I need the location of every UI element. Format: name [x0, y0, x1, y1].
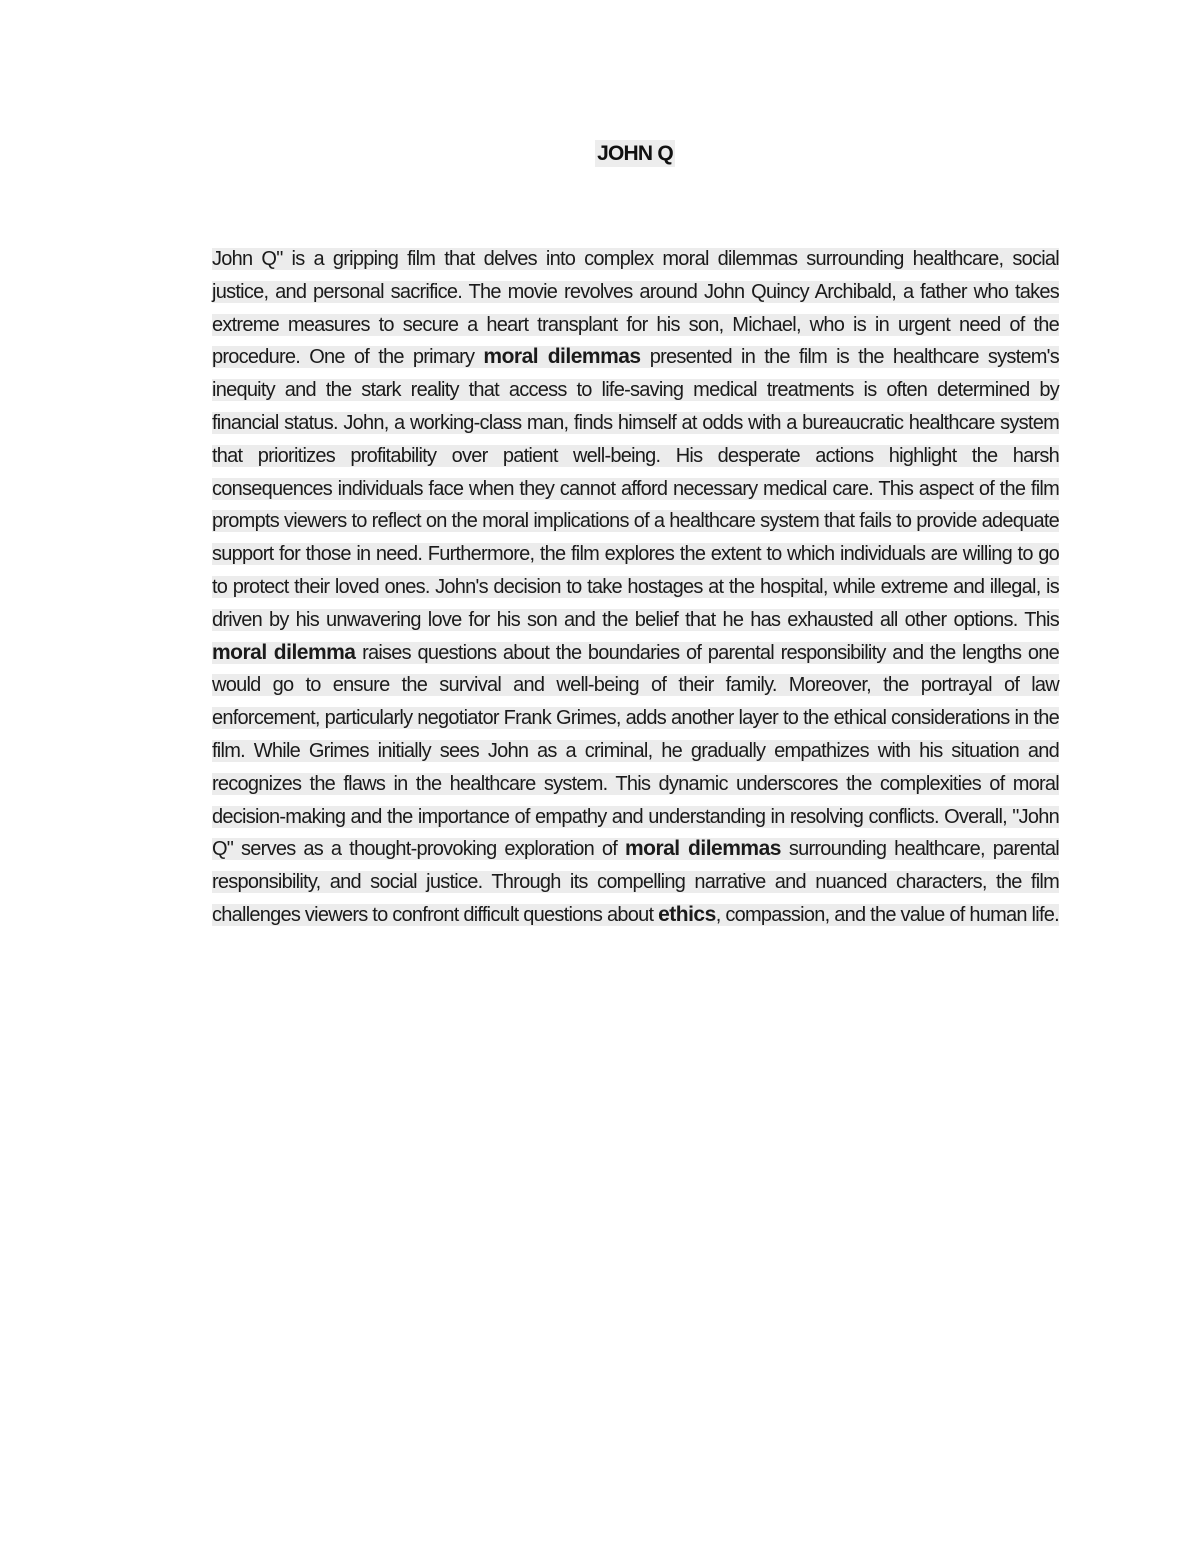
body-text-segment: John Q" is a gripping film that delves into complex moral dilemmas surrounding healthcare, social justice, and personal sacrifice. The movie revolves around John Quincy Archibald, a father who takes extreme measures to secure a heart transplant for his son, Michael, who is in urgent need of the procedure. One of the primary	[212, 248, 1059, 369]
body-paragraph	[212, 248, 1059, 926]
document-title: JOHN Q	[597, 142, 673, 165]
document-title-block	[0, 142, 1200, 166]
body-text-segment: raises questions about the boundaries of parental responsibility and the lengths one would go to ensure the survival and well-being of their family. Moreover, the portrayal of law enforcement, particularly negotiator Frank Grimes, adds another layer to the ethical considerations in the film. While Grimes initially sees John as a criminal, he gradually empathizes with his situation and recognizes the flaws in the healthcare system. This dynamic underscores the complexities of moral decision-making and the importance of empathy and understanding in resolving conflicts. Overall, "John Q" serves as a thought-provoking exploration of	[212, 641, 1059, 861]
keyword-ethics: ethics	[658, 902, 716, 926]
document-body	[212, 243, 1059, 932]
body-text-segment: , compassion, and the value of human life.	[715, 903, 1059, 926]
keyword-moral-dilemmas: moral dilemmas	[483, 345, 641, 369]
keyword-moral-dilemma: moral dilemma	[212, 640, 356, 664]
body-text-segment: presented in the film is the healthcare system's inequity and the stark reality that access to life-saving medical treatments is often determined by financial status. John, a working-class man, finds himself at odds with a bureaucratic healthcare system that prioritizes profitability over patient well-being. His desperate actions highlight the harsh consequences individuals face when they cannot afford necessary medical care. This aspect of the film prompts viewers to reflect on the moral implications of a healthcare system that fails to provide adequate support for those in need. Furthermore, the film explores the extent to which individuals are willing to go to protect their loved ones. John's decision to take hostages at the hospital, while extreme and illegal, is driven by his unwavering love for his son and the belief that he has exhausted all other options. This	[212, 346, 1059, 631]
keyword-moral-dilemmas: moral dilemmas	[624, 837, 781, 861]
body-text-segment: surrounding healthcare, parental responsibility, and social justice. Through its compelling narrative and nuanced characters, the film challenges viewers to confront difficult questions about	[212, 838, 1059, 926]
